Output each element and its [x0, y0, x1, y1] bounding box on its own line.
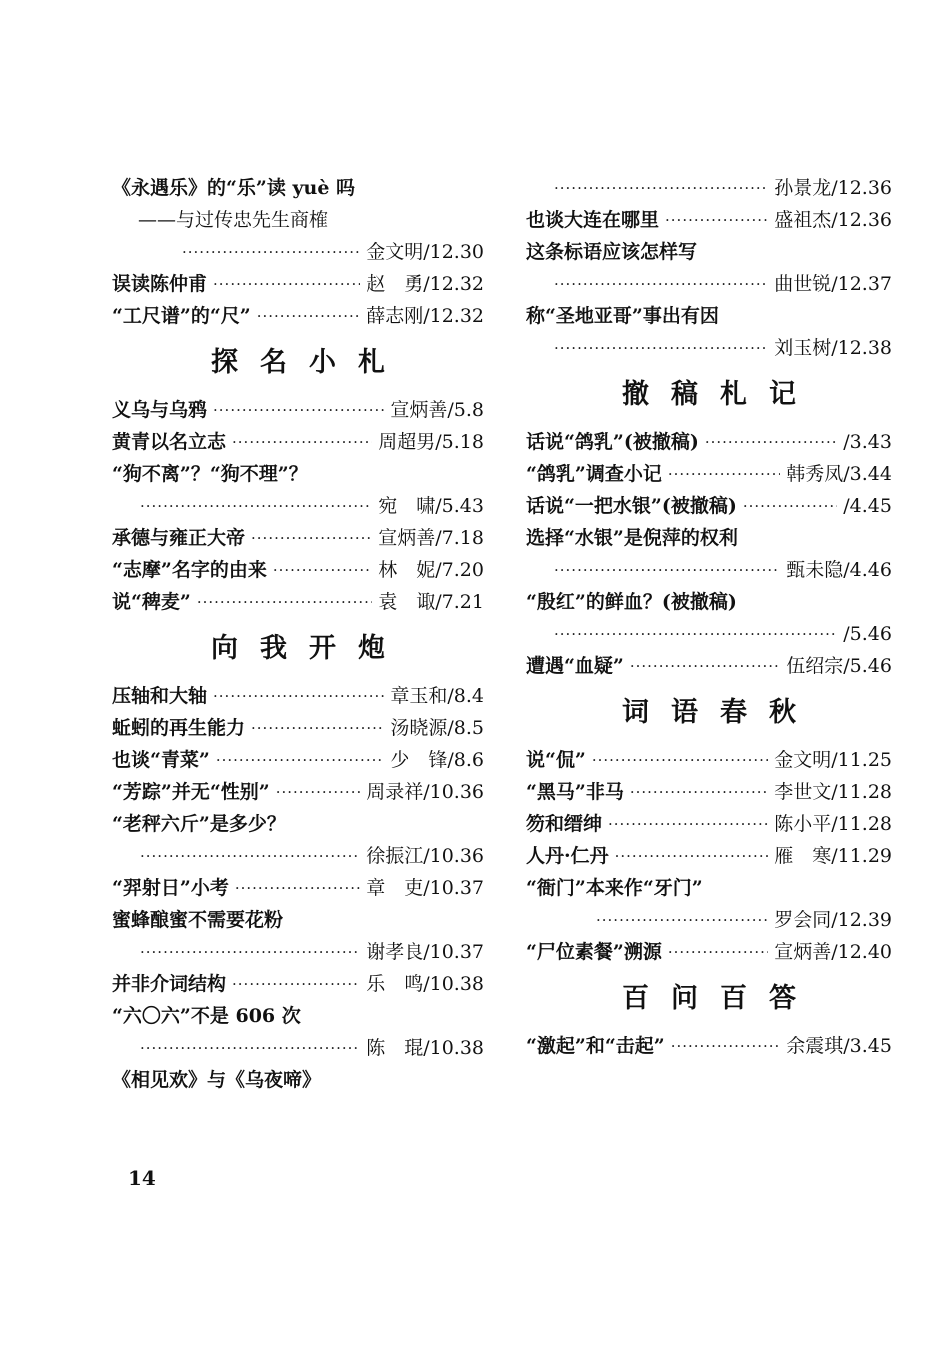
toc-entry	[526, 236, 892, 268]
leader-dots	[251, 522, 372, 554]
entry-author: 徐振江/10.36	[366, 845, 484, 867]
toc-entry	[112, 680, 484, 712]
entry-author: 少 锋/8.6	[390, 749, 484, 771]
entry-title: 称“圣地亚哥”事出有因	[526, 305, 719, 327]
entry-title: “鸽乳”调查小记	[526, 463, 662, 485]
entry-author: /3.43	[843, 431, 892, 453]
leader-dots	[232, 968, 360, 1000]
entry-title: “尸位素餐”溯源	[526, 941, 662, 963]
entry-author: 乐 鸣/10.38	[366, 973, 484, 995]
leader-dots	[213, 680, 384, 712]
entry-title: ——与过传忠先生商榷	[138, 209, 329, 231]
toc-entry	[526, 840, 892, 872]
toc-entry-continuation	[526, 172, 892, 204]
toc-entry-continuation	[112, 840, 484, 872]
toc-entry	[112, 458, 484, 490]
entry-author: 宣炳善/7.18	[378, 527, 484, 549]
entry-author: 雁 寒/11.29	[774, 845, 892, 867]
entry-author: 金文明/12.30	[366, 241, 484, 263]
section-heading: 探名小札	[211, 347, 407, 378]
leader-dots	[554, 268, 768, 300]
toc-entry	[526, 458, 892, 490]
entry-author: 章 吏/10.37	[366, 877, 484, 899]
entry-author: 余震琪/3.45	[786, 1035, 892, 1057]
entry-title: 义乌与乌鸦	[112, 399, 208, 421]
entry-title: “老秤六斤”是多少？	[112, 813, 286, 835]
section-heading: 百问百答	[622, 983, 818, 1014]
entry-title: 并非介词结构	[112, 973, 227, 995]
entry-title: “芳踪”并无“性别”	[112, 781, 270, 803]
entry-title: “狗不离”？“狗不理”？	[112, 463, 308, 485]
toc-entry-continuation	[526, 332, 892, 364]
toc-entry	[112, 872, 484, 904]
section-heading: 词语春秋	[622, 697, 818, 728]
toc-entry	[112, 300, 484, 332]
leader-dots	[592, 744, 768, 776]
entry-author: 陈 琨/10.38	[366, 1037, 484, 1059]
entry-author: 赵 勇/12.32	[366, 273, 484, 295]
leader-dots	[615, 840, 769, 872]
entry-title: “工尺谱”的“尺”	[112, 305, 251, 327]
leader-dots	[630, 776, 768, 808]
leader-dots	[743, 490, 837, 522]
leader-dots	[596, 904, 768, 936]
leader-dots	[554, 554, 780, 586]
entry-author: 汤晓源/8.5	[390, 717, 484, 739]
entry-title: 《相见欢》与《乌夜啼》	[112, 1069, 322, 1091]
entry-title: 话说“鸽乳”(被撤稿)	[526, 431, 699, 453]
toc-entry	[112, 1064, 484, 1096]
toc-entry	[526, 744, 892, 776]
entry-title: 也谈大连在哪里	[526, 209, 660, 231]
leader-dots	[197, 586, 372, 618]
toc-entry	[526, 650, 892, 682]
section-heading: 撤稿札记	[622, 379, 818, 410]
toc-entry	[526, 490, 892, 522]
toc-entry	[526, 872, 892, 904]
entry-title: 误读陈仲甫	[112, 273, 208, 295]
toc-entry	[112, 554, 484, 586]
entry-title: 这条标语应该怎样写	[526, 241, 698, 263]
leader-dots	[273, 554, 372, 586]
leader-dots	[608, 808, 768, 840]
entry-title: 蚯蚓的再生能力	[112, 717, 246, 739]
leader-dots	[257, 300, 360, 332]
leader-dots	[276, 776, 360, 808]
leader-dots	[213, 394, 384, 426]
left-column	[112, 172, 484, 1096]
entry-title: 说“稗麦”	[112, 591, 191, 613]
leader-dots	[554, 332, 768, 364]
leader-dots	[554, 618, 837, 650]
toc-entry	[526, 586, 892, 618]
entry-author: 章玉和/8.4	[390, 685, 484, 707]
leader-dots	[668, 936, 768, 968]
entry-title: 压轴和大轴	[112, 685, 208, 707]
entry-title: 承德与雍正大帝	[112, 527, 246, 549]
toc-entry-continuation	[112, 1032, 484, 1064]
toc-entry	[112, 172, 484, 204]
entry-title: “黑马”非马	[526, 781, 624, 803]
entry-author: 宣炳善/12.40	[774, 941, 892, 963]
entry-author: 刘玉树/12.38	[774, 337, 892, 359]
entry-title: “志摩”名字的由来	[112, 559, 267, 581]
page-number: 14	[128, 1166, 156, 1190]
entry-title: 选择“水银”是倪萍的权利	[526, 527, 738, 549]
entry-title: 说“侃”	[526, 749, 586, 771]
toc-entry-continuation	[526, 268, 892, 300]
entry-author: 袁 诹/7.21	[378, 591, 484, 613]
toc-entry-continuation	[526, 904, 892, 936]
entry-author: 周超男/5.18	[378, 431, 484, 453]
toc-entry	[526, 300, 892, 332]
entry-title: 遭遇“血疑”	[526, 655, 624, 677]
entry-author: 韩秀凤/3.44	[786, 463, 892, 485]
entry-author: 伍绍宗/5.46	[786, 655, 892, 677]
leader-dots	[140, 936, 360, 968]
entry-title: 笏和缙绅	[526, 813, 603, 835]
leader-dots	[705, 426, 837, 458]
toc-entry-continuation	[112, 936, 484, 968]
entry-author: 金文明/11.25	[774, 749, 892, 771]
entry-author: 林 妮/7.20	[378, 559, 484, 581]
toc-entry	[112, 776, 484, 808]
entry-author: 盛祖杰/12.36	[774, 209, 892, 231]
leader-dots	[182, 236, 360, 268]
toc-entry	[112, 808, 484, 840]
entry-title: “殷红”的鲜血？(被撤稿)	[526, 591, 737, 613]
entry-title: 《永遇乐》的“乐”读 yuè 吗	[112, 177, 356, 199]
toc-entry	[112, 1000, 484, 1032]
entry-author: 李世文/11.28	[774, 781, 892, 803]
entry-title: “六〇六”不是 606 次	[112, 1005, 301, 1027]
entry-title: 黄青以名立志	[112, 431, 227, 453]
toc-entry	[112, 968, 484, 1000]
toc-entry	[526, 808, 892, 840]
toc-entry	[526, 426, 892, 458]
entry-author: /4.45	[843, 495, 892, 517]
entry-author: 孙景龙/12.36	[774, 177, 892, 199]
toc-entry-continuation	[526, 554, 892, 586]
leader-dots	[235, 872, 360, 904]
leader-dots	[630, 650, 780, 682]
toc-entry	[526, 776, 892, 808]
entry-title: “衙门”本来作“牙门”	[526, 877, 703, 899]
toc-entry	[526, 204, 892, 236]
entry-title: “激起”和“击起”	[526, 1035, 665, 1057]
toc-entry	[526, 1030, 892, 1062]
leader-dots	[554, 172, 768, 204]
toc-entry-continuation	[112, 490, 484, 522]
toc-entry	[112, 744, 484, 776]
entry-author: 曲世锐/12.37	[774, 273, 892, 295]
leader-dots	[251, 712, 384, 744]
right-column	[526, 172, 892, 1062]
entry-title: 话说“一把水银”(被撤稿)	[526, 495, 737, 517]
entry-author: /5.46	[843, 623, 892, 645]
toc-entry-continuation	[526, 618, 892, 650]
leader-dots	[140, 840, 360, 872]
entry-author: 罗会同/12.39	[774, 909, 892, 931]
toc-entry	[112, 268, 484, 300]
toc-entry	[112, 522, 484, 554]
entry-author: 陈小平/11.28	[774, 813, 892, 835]
toc-entry	[112, 904, 484, 936]
leader-dots	[232, 426, 372, 458]
toc-entry	[526, 936, 892, 968]
entry-author: 薛志刚/12.32	[366, 305, 484, 327]
toc-entry	[112, 712, 484, 744]
entry-author: 宣炳善/5.8	[390, 399, 484, 421]
entry-author: 谢孝良/10.37	[366, 941, 484, 963]
toc-entry-continuation	[112, 236, 484, 268]
entry-author: 宛 啸/5.43	[378, 495, 484, 517]
entry-author: 甄未隐/4.46	[786, 559, 892, 581]
entry-title: “羿射日”小考	[112, 877, 229, 899]
leader-dots	[140, 490, 372, 522]
entry-title: 蜜蜂酿蜜不需要花粉	[112, 909, 284, 931]
toc-entry	[112, 394, 484, 426]
leader-dots	[213, 268, 360, 300]
section-heading: 向我开炮	[211, 633, 407, 664]
entry-title: 也谈“青菜”	[112, 749, 210, 771]
entry-author: 周录祥/10.36	[366, 781, 484, 803]
leader-dots	[668, 458, 780, 490]
toc-entry	[112, 586, 484, 618]
toc-entry	[526, 522, 892, 554]
leader-dots	[140, 1032, 360, 1064]
leader-dots	[671, 1030, 781, 1062]
entry-title: 人丹·仁丹	[526, 845, 609, 867]
toc-entry	[112, 426, 484, 458]
toc-entry-subtitle	[112, 204, 484, 236]
leader-dots	[216, 744, 385, 776]
leader-dots	[665, 204, 768, 236]
